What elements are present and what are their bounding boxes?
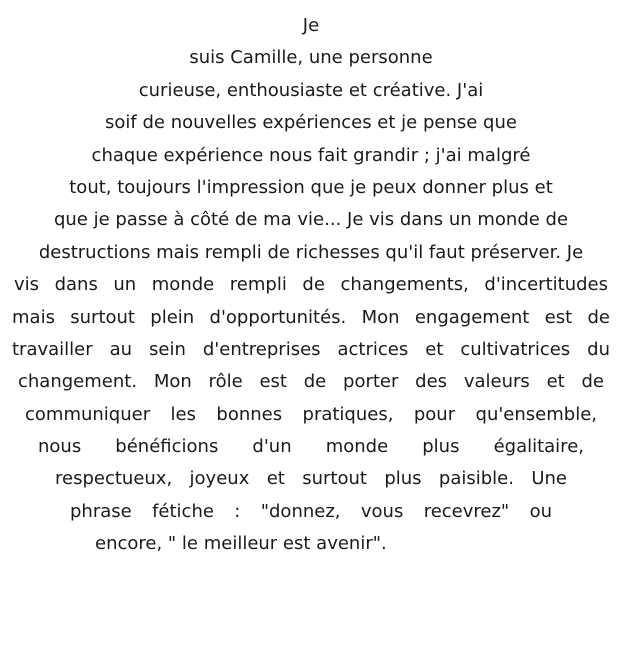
paragraph-line: encore, " le meilleur est avenir". bbox=[95, 533, 387, 555]
paragraph-line: respectueux, joyeux et surtout plus paisible. Une bbox=[55, 468, 567, 490]
paragraph-line: Je bbox=[302, 15, 320, 36]
paragraph-line: que je passe à côté de ma vie... Je vis dans un monde de bbox=[53, 209, 569, 231]
paragraph-line: destructions mais rempli de richesses qu'il faut préserver. Je bbox=[38, 241, 584, 263]
paragraph-line: soif de nouvelles expériences et je pense que bbox=[105, 112, 517, 134]
bio-paragraph bbox=[0, 10, 622, 561]
paragraph-line: tout, toujours l'impression que je peux donner plus et bbox=[69, 176, 553, 198]
paragraph-line: nous bénéficions d'un monde plus égalitaire, bbox=[38, 436, 584, 458]
paragraph-line: travailler au sein d'entreprises actrices et cultivatrices du bbox=[12, 338, 610, 360]
paragraph-line: mais surtout plein d'opportunités. Mon engagement est de bbox=[12, 306, 610, 328]
paragraph-line: phrase fétiche : "donnez, vous recevrez" ou bbox=[70, 500, 552, 522]
paragraph-line: suis Camille, une personne bbox=[189, 47, 433, 69]
paragraph-line: changement. Mon rôle est de porter des valeurs et de bbox=[18, 371, 604, 393]
paragraph-line: chaque expérience nous fait grandir ; j'ai malgré bbox=[91, 144, 531, 166]
paragraph-line: communiquer les bonnes pratiques, pour qu'ensemble, bbox=[25, 403, 597, 425]
paragraph-line: curieuse, enthousiaste et créative. J'ai bbox=[138, 79, 484, 101]
paragraph-line: vis dans un monde rempli de changements, d'incertitudes bbox=[14, 274, 608, 296]
